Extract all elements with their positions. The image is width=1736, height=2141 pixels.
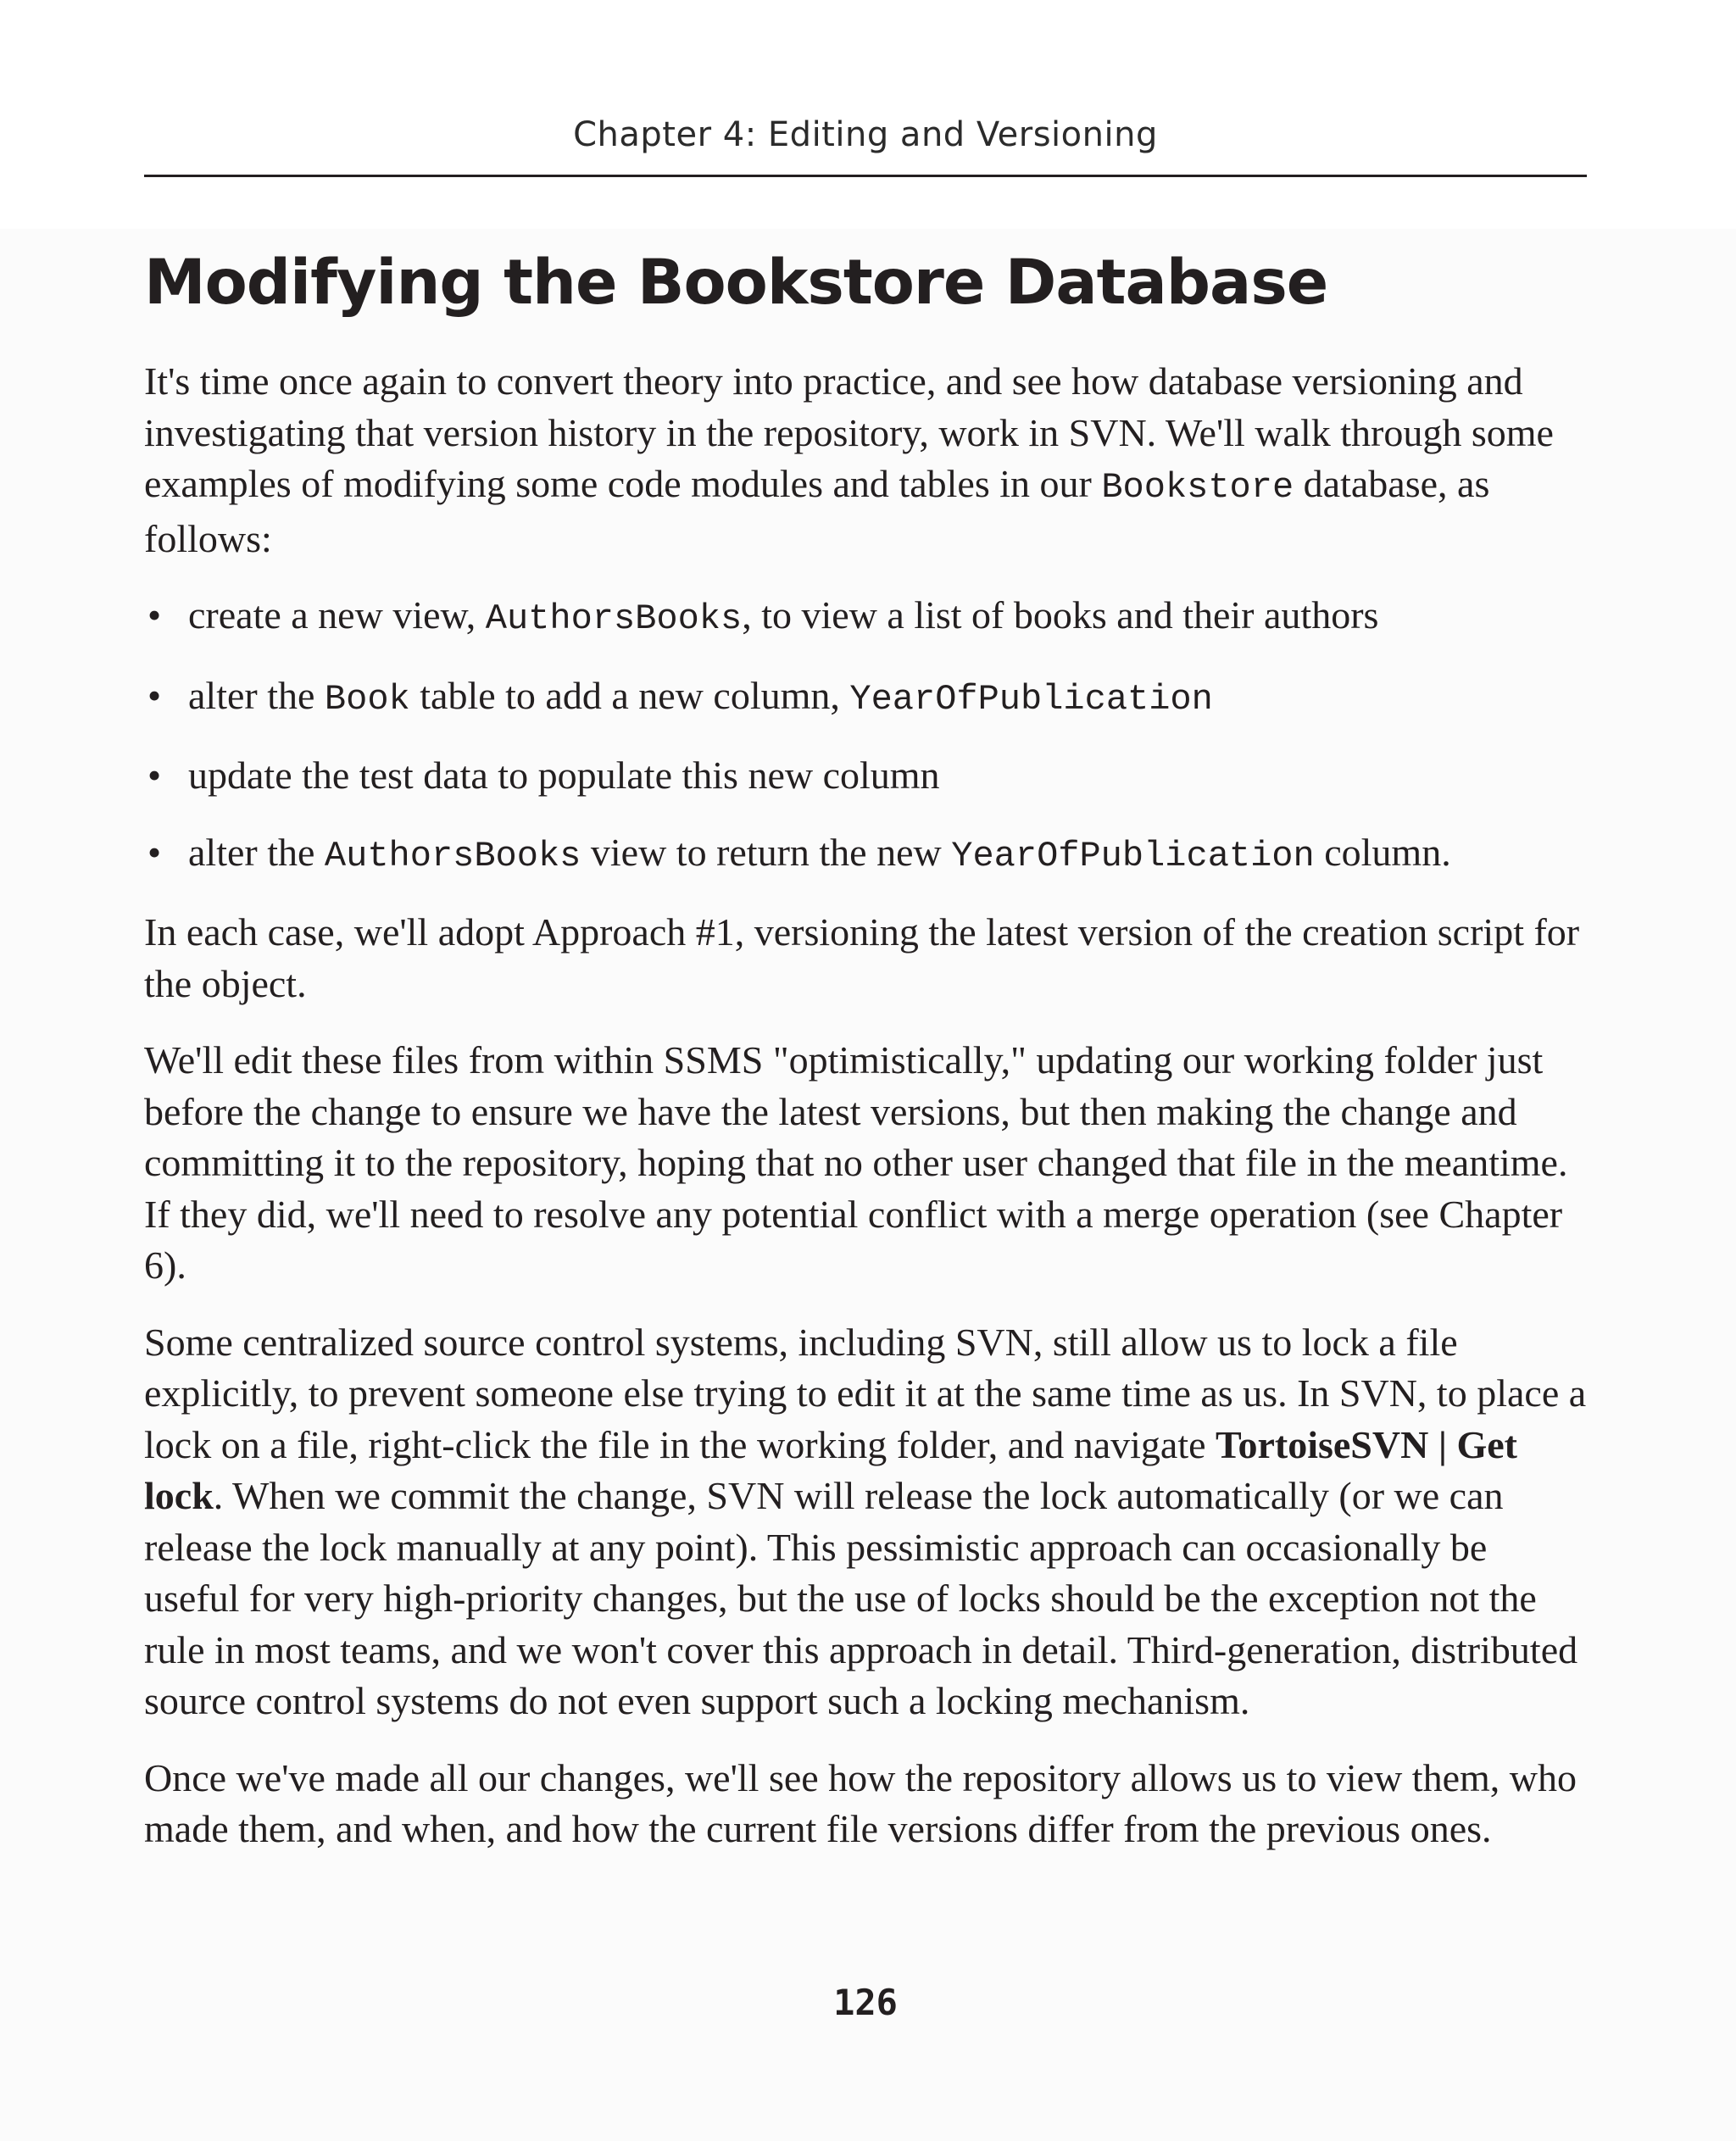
code-authorsbooks: AuthorsBooks — [485, 598, 743, 639]
header-rule — [144, 175, 1587, 177]
closing-paragraph: Once we've made all our changes, we'll see how the repository allows us to view them, who made them, and when, and how the current file versions differ from the previous ones. — [144, 1755, 1577, 1850]
section-title: Modifying the Bookstore Database — [144, 247, 1328, 319]
menu-path-get-lock: TortoiseSVN | Get lock — [144, 1422, 1517, 1517]
approach-paragraph: In each case, we'll adopt Approach #1, versioning the latest version of the creation script for the object. — [144, 910, 1580, 1005]
page-number: 126 — [833, 1982, 898, 2023]
intro-paragraph — [144, 356, 1587, 564]
code-book: Book — [324, 678, 410, 720]
list-item: • alter the Book table to add a new column, YearOfPublication — [144, 670, 1587, 726]
optimistic-editing-paragraph: We'll edit these files from within SSMS "optimistically," updating our working folder just before the change to ensure we have the latest versions, but then making the change and committing it to the repository, hoping that no other user changed that file in the meantime. If they did, we'll need to resolve any potential conflict with a merge operation (see Chapter 6). — [144, 1038, 1568, 1287]
list-item: • alter the AuthorsBooks view to return the new YearOfPublication column. — [144, 827, 1587, 882]
code-yearofpublication: YearOfPublication — [849, 678, 1213, 720]
code-authorsbooks: AuthorsBooks — [324, 835, 581, 876]
bullet-icon: • — [147, 593, 162, 637]
intro-code-bookstore: Bookstore — [1101, 467, 1294, 508]
bullet-icon: • — [147, 830, 162, 874]
locking-paragraph: Some centralized source control systems, including SVN, still allow us to lock a file explicitly, to prevent someone else trying to edit it at the same time as us. In SVN, to place a lock on a file, right-click the file in the working folder, and navigate TortoiseSVN | Get lock. When we commit the change, SVN will release the lock automatically (or we can release the lock manually at any point). This pessimistic approach can occasionally be useful for very high-priority changes, but the use of locks should be the exception not the rule in most teams, and we won't cover this approach in detail. Third-generation, distributed source control systems do not even support such a locking mechanism. — [144, 1320, 1587, 1722]
intro-text-1: It's time once again to convert theory into practice, and see how database versioning and investigating that version history in the repository, work in SVN. We'll walk through some examples of modifying some code modules and tables in our — [144, 359, 1554, 505]
list-item: • update the test data to populate this new column — [144, 750, 1587, 802]
bullet-icon: • — [147, 754, 162, 797]
bullet-icon: • — [147, 673, 162, 717]
code-yearofpublication: YearOfPublication — [951, 835, 1315, 876]
steps-list — [144, 590, 1587, 881]
list-item: • create a new view, AuthorsBooks, to view a list of books and their authors — [144, 590, 1587, 645]
intro-text-2: database, as follows: — [144, 462, 1490, 560]
running-header: Chapter 4: Editing and Versioning — [573, 115, 1158, 154]
page-content — [144, 244, 1587, 1881]
